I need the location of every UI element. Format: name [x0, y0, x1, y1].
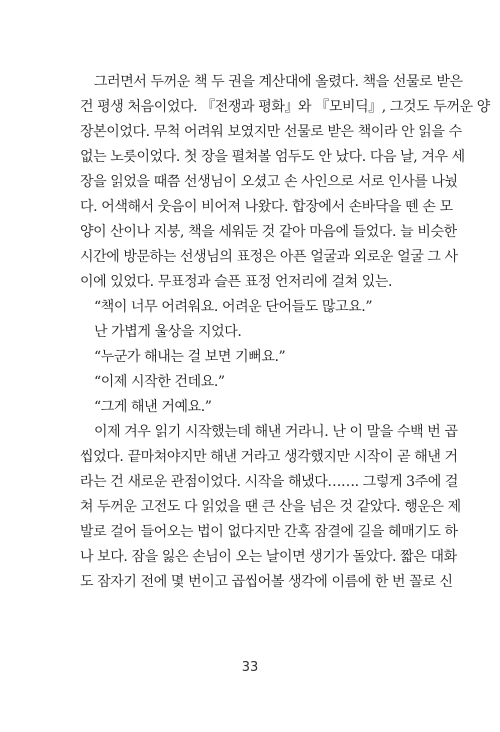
- dialogue-line: “이제 시작한 건데요.”: [94, 374, 225, 390]
- text-line: 이제 겨우 읽기 시작했는데 해낸 거라니. 난 이 말을 수백 번 곱: [94, 424, 458, 440]
- dialogue-line: “그게 해낸 거예요.”: [94, 399, 212, 415]
- text-line: 양이 산이나 지붕, 책을 세워둔 것 같아 마음에 들었다. 늘 비슷한: [80, 224, 457, 240]
- dialogue-line: “책이 너무 어려워요. 어려운 단어들도 많고요.”: [94, 299, 373, 315]
- text-line: 장을 읽었을 때쯤 선생님이 오셨고 손 사인으로 서로 인사를 나눴: [80, 174, 458, 190]
- body-text: [80, 70, 490, 595]
- text-line: 이에 있었다. 무표정과 슬픈 표정 언저리에 걸쳐 있는.: [80, 274, 393, 290]
- text-line: 장본이었다. 무척 어려워 보였지만 선물로 받은 책이라 안 읽을 수: [80, 124, 462, 140]
- text-line: 건 평생 처음이었다. 『전쟁과 평화』와 『모비딕』, 그것도 두꺼운 양: [80, 99, 490, 115]
- text-line: 다. 어색해서 웃음이 비어져 나왔다. 합장에서 손바닥을 뗀 손 모: [80, 199, 453, 215]
- text-line: 시간에 방문하는 선생님의 표정은 아픈 얼굴과 외로운 얼굴 그 사: [80, 249, 458, 265]
- text-line: 씹었다. 끝마쳐야지만 해낸 거라고 생각했지만 시작이 곧 해낸 거: [80, 449, 458, 465]
- text-line: 나 보다. 잠을 잃은 손님이 오는 날이면 생기가 돌았다. 짧은 대화: [80, 549, 457, 565]
- text-line: 라는 건 새로운 관점이었다. 시작을 해냈다……. 그렇게 3주에 걸: [80, 474, 459, 490]
- page-number: 33: [241, 660, 259, 675]
- text-line: 그러면서 두꺼운 책 두 권을 계산대에 올렸다. 책을 선물로 받은: [94, 74, 463, 90]
- dialogue-line: “누군가 해내는 걸 보면 기뻐요.”: [94, 349, 286, 365]
- text-line: 난 가볍게 울상을 지었다.: [94, 324, 242, 340]
- text-line: 도 잠자기 전에 몇 번이고 곱씹어볼 생각에 이름에 한 번 꼴로 신: [80, 574, 453, 590]
- text-line: 쳐 두꺼운 고전도 다 읽었을 땐 큰 산을 넘은 것 같았다. 행운은 제: [80, 499, 461, 515]
- text-line: 없는 노릇이었다. 첫 장을 펼쳐볼 엄두도 안 났다. 다음 날, 겨우 세: [80, 149, 465, 165]
- text-line: 발로 걸어 들어오는 법이 없다지만 간혹 잠결에 길을 헤매기도 하: [80, 524, 458, 540]
